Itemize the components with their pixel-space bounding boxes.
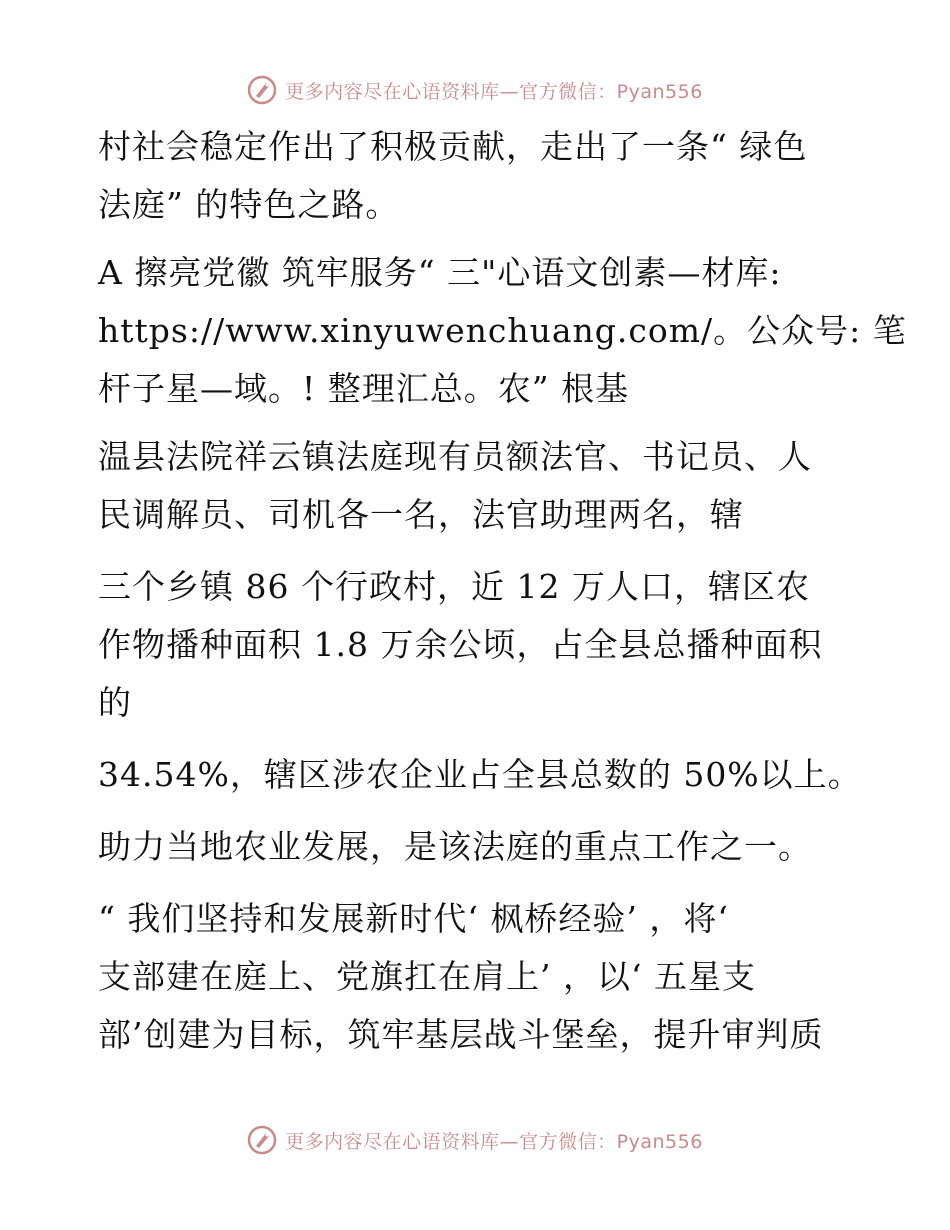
footer-watermark-banner [0, 1120, 950, 1160]
text-line: 法庭” 的特色之路。 [98, 185, 400, 224]
text-line: 村社会稳定作出了积极贡献，走出了一条“ 绿色 [98, 127, 808, 166]
paragraph [98, 118, 858, 234]
header-watermark-text: 更多内容尽在心语资料库—官方微信：Pyan556 [285, 80, 703, 103]
paragraph [98, 890, 858, 1064]
text-line: 作物播种面积 1.8 万余公顷，占全县总播种面积 [98, 625, 823, 664]
text-line: 杆子星—域。! 整理汇总。农” 根基 [98, 369, 630, 408]
text-line: 助力当地农业发展，是该法庭的重点工作之一。 [98, 827, 812, 866]
text-line: 民调解员、司机各一名，法官助理两名，辖 [98, 495, 744, 534]
text-line: A 擦亮党徽 筑牢服务“ 三"心语文创素—材库: [98, 253, 782, 292]
header-watermark-banner [0, 70, 950, 110]
paragraph [98, 244, 907, 418]
text-line: 部’创建为目标，筑牢基层战斗堡垒，提升审判质 [98, 1015, 824, 1054]
text-line: 34.54%，辖区涉农企业占全县总数的 50%以上。 [98, 755, 862, 794]
paragraph [98, 558, 858, 732]
paragraph [98, 746, 862, 804]
paragraph [98, 428, 858, 544]
text-line: 温县法院祥云镇法庭现有员额法官、书记员、人 [98, 437, 812, 476]
document-body [98, 118, 907, 1064]
text-line: https://www.xinyuwenchuang.com/。公众号: 笔 [98, 311, 907, 350]
text-line: 的 [98, 683, 132, 722]
pen-nib-logo-icon [247, 75, 277, 105]
text-line: 支部建在庭上、党旗扛在肩上’ ，以‘ 五星支 [98, 957, 756, 996]
text-line: 三个乡镇 86 个行政村，近 12 万人口，辖区农 [98, 567, 810, 606]
paragraph [98, 818, 858, 876]
footer-watermark-text: 更多内容尽在心语资料库—官方微信：Pyan556 [285, 1130, 703, 1153]
pen-nib-logo-icon [247, 1125, 277, 1155]
text-line: “ 我们坚持和发展新时代‘ 枫桥经验’ ，将‘ [98, 899, 729, 938]
